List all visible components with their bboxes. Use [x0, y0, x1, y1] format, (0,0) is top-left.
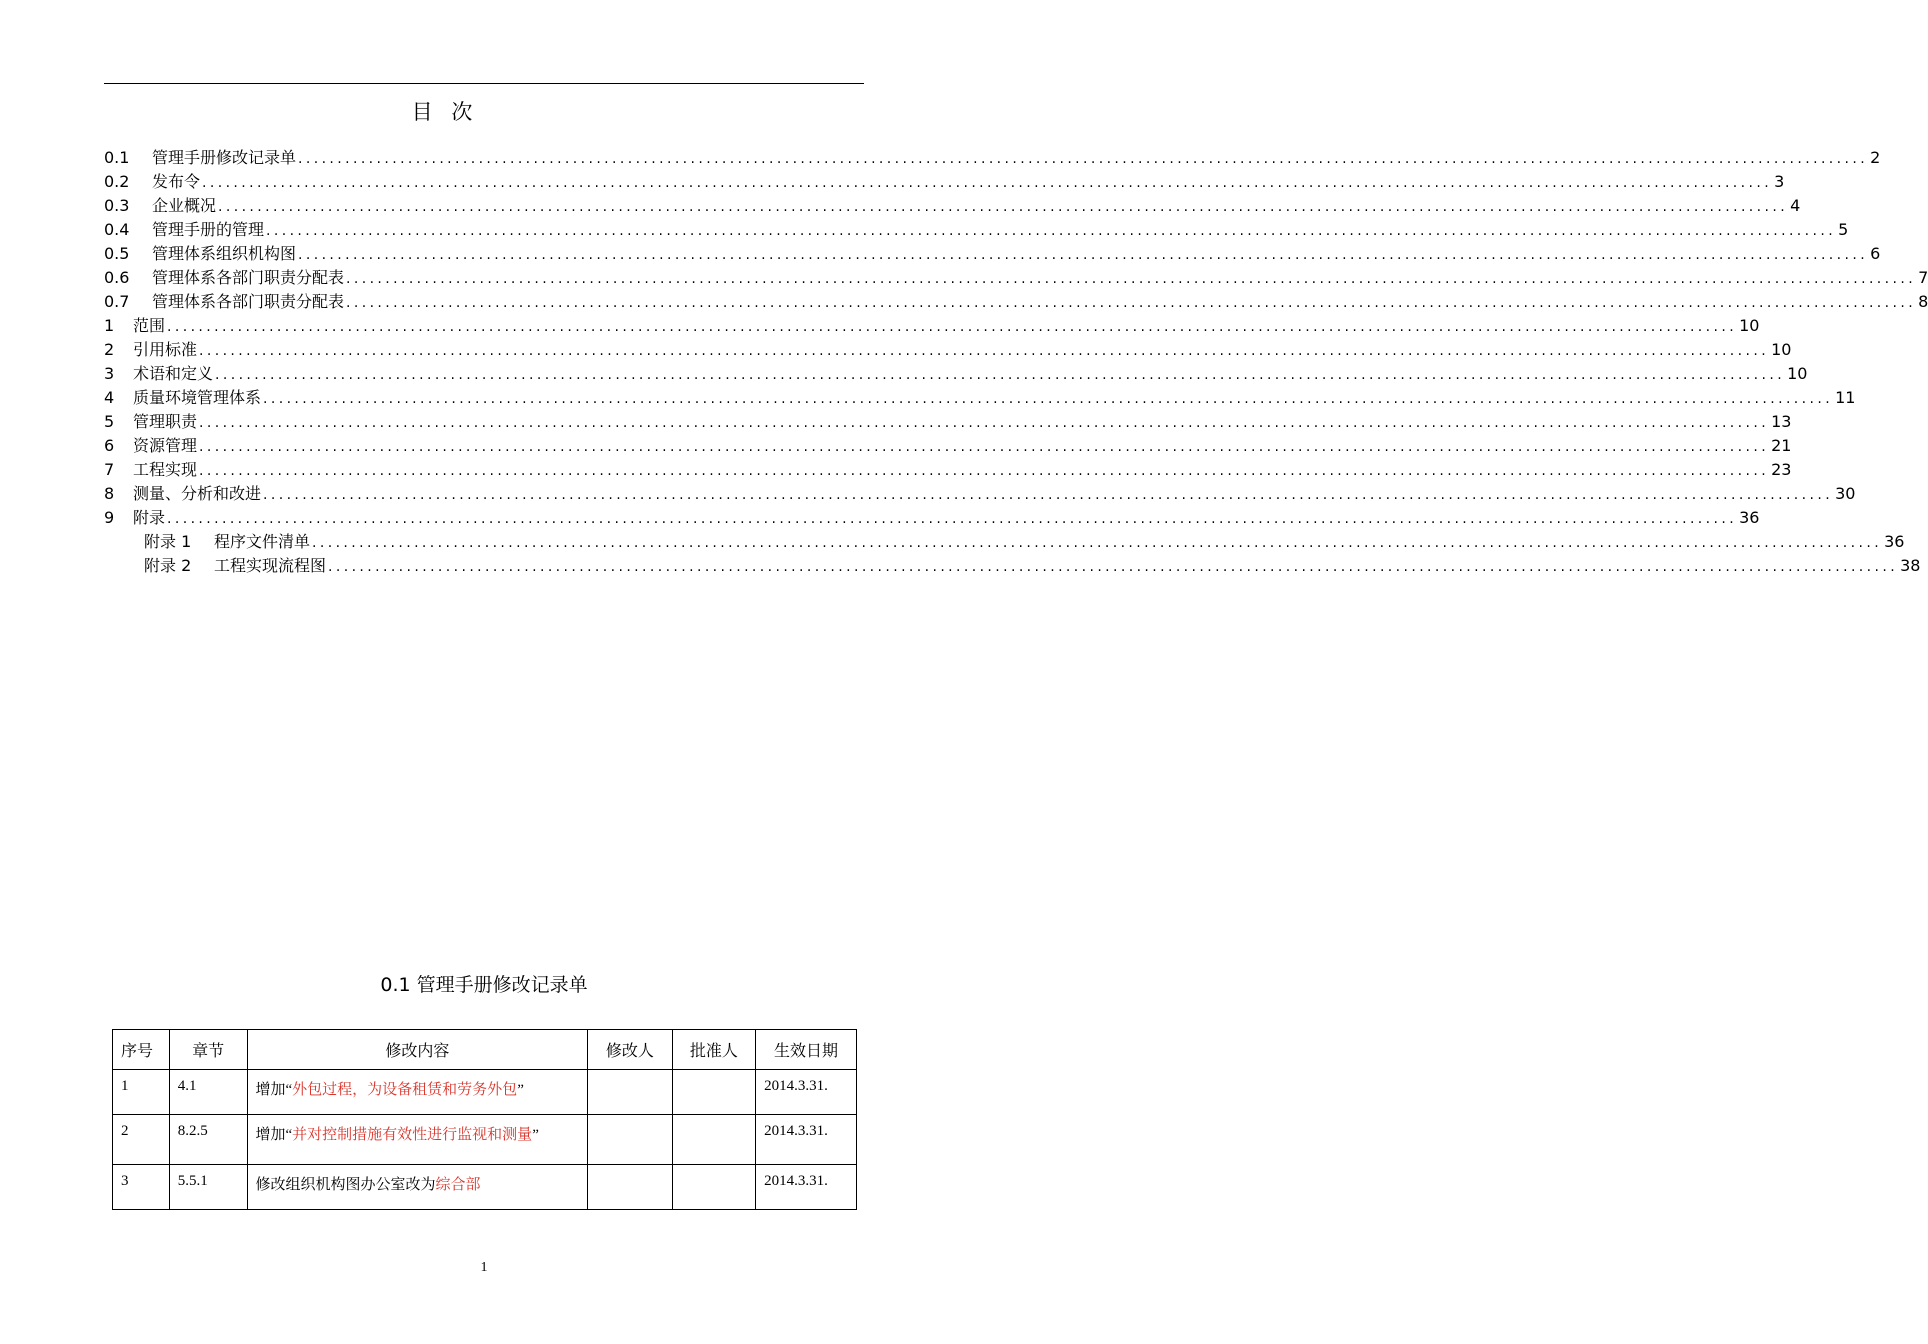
toc-entry-number: 8 [104, 484, 115, 503]
toc-entry-number: 2 [104, 340, 115, 359]
change-highlight: 综合部 [435, 1177, 481, 1193]
toc-entry-page: 10 [1787, 364, 1808, 383]
toc-entry-title: 管理体系组织机构图 [152, 244, 297, 263]
toc-entry-title: 程序文件清单 [214, 532, 311, 551]
toc-entry-page: 36 [1739, 508, 1760, 527]
toc-entry-page: 4 [1790, 196, 1801, 215]
toc-entry-page: 30 [1835, 484, 1856, 503]
toc-entry-page: 8 [1918, 292, 1928, 311]
toc-leader-dots: ........................................................................................................................................................................................................ [199, 343, 1770, 359]
toc-leader-dots: ........................................................................................................................................................................................................ [199, 463, 1770, 479]
toc-entry-number: 5 [104, 412, 115, 431]
toc-leader-dots: ........................................................................................................................................................................................................ [298, 247, 1869, 263]
table-header-row [113, 1030, 857, 1070]
change-content-cell [247, 1115, 588, 1165]
toc-entry[interactable] [104, 386, 1856, 410]
toc-entry[interactable] [104, 530, 1905, 554]
column-header: 序号 [113, 1030, 170, 1070]
toc-entry-page: 7 [1918, 268, 1928, 287]
toc-entry-page: 38 [1900, 556, 1921, 575]
toc-entry-number: 9 [104, 508, 115, 527]
toc-entry[interactable] [104, 554, 1921, 578]
approver-cell [672, 1165, 755, 1210]
toc-entry[interactable] [104, 362, 1808, 386]
toc-entry[interactable] [104, 266, 1928, 290]
change-content-cell [247, 1070, 588, 1115]
toc-entry[interactable] [104, 146, 1881, 170]
toc-entry-title: 工程实现 [133, 460, 198, 479]
toc-leader-dots: ........................................................................................................................................................................................................ [199, 439, 1770, 455]
toc-leader-dots: ........................................................................................................................................................................................................ [263, 487, 1834, 503]
toc-leader-dots: ........................................................................................................................................................................................................ [215, 367, 1786, 383]
toc-entry-title: 管理体系各部门职责分配表 [152, 292, 345, 311]
toc-entry-title: 附录 [133, 508, 166, 527]
toc-entry-number: 0.7 [104, 292, 130, 311]
toc-entry-page: 5 [1838, 220, 1849, 239]
toc-entry-number: 6 [104, 436, 115, 455]
toc-entry-number: 附录 1 [144, 532, 192, 551]
toc-entry-page: 10 [1739, 316, 1760, 335]
toc-entry-page: 10 [1771, 340, 1792, 359]
table-row [113, 1165, 857, 1210]
toc-entry[interactable] [104, 218, 1849, 242]
chapter-cell: 5.5.1 [169, 1165, 247, 1210]
toc-entry-number: 0.1 [104, 148, 130, 167]
toc-entry-page: 11 [1835, 388, 1856, 407]
toc-entry[interactable] [104, 506, 1760, 530]
column-header: 章节 [169, 1030, 247, 1070]
approver-cell [672, 1070, 755, 1115]
toc-entry-number: 1 [104, 316, 115, 335]
modifier-cell [588, 1115, 672, 1165]
toc-entry-number: 0.3 [104, 196, 130, 215]
chapter-cell: 8.2.5 [169, 1115, 247, 1165]
effective-date-cell: 2014.3.31. [756, 1070, 857, 1115]
toc-entry-number: 3 [104, 364, 115, 383]
row-number: 2 [113, 1115, 170, 1165]
toc-entry-page: 3 [1774, 172, 1785, 191]
toc-leader-dots: ........................................................................................................................................................................................................ [167, 319, 1738, 335]
toc-entry-title: 引用标准 [133, 340, 198, 359]
modifier-cell [588, 1165, 672, 1210]
toc-entry[interactable] [104, 410, 1792, 434]
toc-entry-title: 范围 [133, 316, 166, 335]
change-text: 增加“ [255, 1082, 293, 1098]
toc-entry[interactable] [104, 458, 1792, 482]
toc-entry-page: 6 [1870, 244, 1881, 263]
toc-entry[interactable] [104, 290, 1928, 314]
toc-entry[interactable] [104, 482, 1856, 506]
toc-title: 目 次 [411, 100, 479, 124]
chapter-cell: 4.1 [169, 1070, 247, 1115]
toc-entry-title: 企业概况 [152, 196, 217, 215]
change-text: ” [532, 1127, 539, 1143]
toc-leader-dots: ........................................................................................................................................................................................................ [346, 295, 1917, 311]
toc-entry-number: 0.5 [104, 244, 130, 263]
toc-entry-number: 0.2 [104, 172, 130, 191]
toc-entry-number: 0.4 [104, 220, 130, 239]
toc-entry-title: 管理职责 [133, 412, 198, 431]
toc-entry[interactable] [104, 338, 1792, 362]
toc-entry-number: 0.6 [104, 268, 130, 287]
toc-entry-title: 术语和定义 [133, 364, 214, 383]
toc-leader-dots: ........................................................................................................................................................................................................ [263, 391, 1834, 407]
change-highlight: 并对控制措施有效性进行监视和测量 [292, 1127, 533, 1143]
approver-cell [672, 1115, 755, 1165]
toc-entry-number: 7 [104, 460, 115, 479]
table-row [113, 1115, 857, 1165]
toc-entry-title: 质量环境管理体系 [133, 388, 262, 407]
toc-entry-title: 工程实现流程图 [214, 556, 327, 575]
effective-date-cell: 2014.3.31. [756, 1115, 857, 1165]
toc-entry-number: 4 [104, 388, 115, 407]
toc-entry-title: 发布令 [152, 172, 201, 191]
toc-entry-title: 管理手册的管理 [152, 220, 265, 239]
revision-table [112, 1029, 857, 1210]
toc-entry-page: 21 [1771, 436, 1792, 455]
toc-leader-dots: ........................................................................................................................................................................................................ [202, 175, 1773, 191]
column-header: 修改人 [588, 1030, 672, 1070]
toc-leader-dots: ........................................................................................................................................................................................................ [266, 223, 1837, 239]
toc-entry[interactable] [104, 242, 1881, 266]
row-number: 3 [113, 1165, 170, 1210]
page-number: 1 [480, 1260, 488, 1275]
toc-leader-dots: ........................................................................................................................................................................................................ [167, 511, 1738, 527]
toc-leader-dots: ........................................................................................................................................................................................................ [218, 199, 1789, 215]
row-number: 1 [113, 1070, 170, 1115]
toc-entry-title: 管理体系各部门职责分配表 [152, 268, 345, 287]
toc-entry-title: 资源管理 [133, 436, 198, 455]
column-header: 修改内容 [247, 1030, 588, 1070]
toc-leader-dots: ........................................................................................................................................................................................................ [199, 415, 1770, 431]
change-text: 增加“ [255, 1127, 293, 1143]
toc-entry[interactable] [104, 194, 1801, 218]
change-text: 修改组织机构图办公室改为 [255, 1177, 436, 1193]
toc-entry-page: 13 [1771, 412, 1792, 431]
header-rule [104, 83, 864, 84]
toc-leader-dots: ........................................................................................................................................................................................................ [328, 559, 1899, 575]
table-of-contents [104, 146, 1928, 578]
toc-entry[interactable] [104, 434, 1792, 458]
column-header: 批准人 [672, 1030, 755, 1070]
change-text: ” [517, 1082, 524, 1098]
modifier-cell [588, 1070, 672, 1115]
toc-entry-page: 2 [1870, 148, 1881, 167]
effective-date-cell: 2014.3.31. [756, 1165, 857, 1210]
toc-entry-title: 管理手册修改记录单 [152, 148, 297, 167]
toc-leader-dots: ........................................................................................................................................................................................................ [298, 151, 1869, 167]
toc-entry-title: 测量、分析和改进 [133, 484, 262, 503]
toc-leader-dots: ........................................................................................................................................................................................................ [312, 535, 1883, 551]
section-title: 0.1 管理手册修改记录单 [380, 974, 588, 996]
toc-entry[interactable] [104, 314, 1760, 338]
toc-leader-dots: ........................................................................................................................................................................................................ [346, 271, 1917, 287]
change-content-cell [247, 1165, 588, 1210]
table-row [113, 1070, 857, 1115]
toc-entry-number: 附录 2 [144, 556, 192, 575]
toc-entry[interactable] [104, 170, 1785, 194]
toc-entry-page: 23 [1771, 460, 1792, 479]
toc-entry-page: 36 [1884, 532, 1905, 551]
change-highlight: 外包过程，为设备租赁和劳务外包 [292, 1082, 518, 1098]
column-header: 生效日期 [756, 1030, 857, 1070]
